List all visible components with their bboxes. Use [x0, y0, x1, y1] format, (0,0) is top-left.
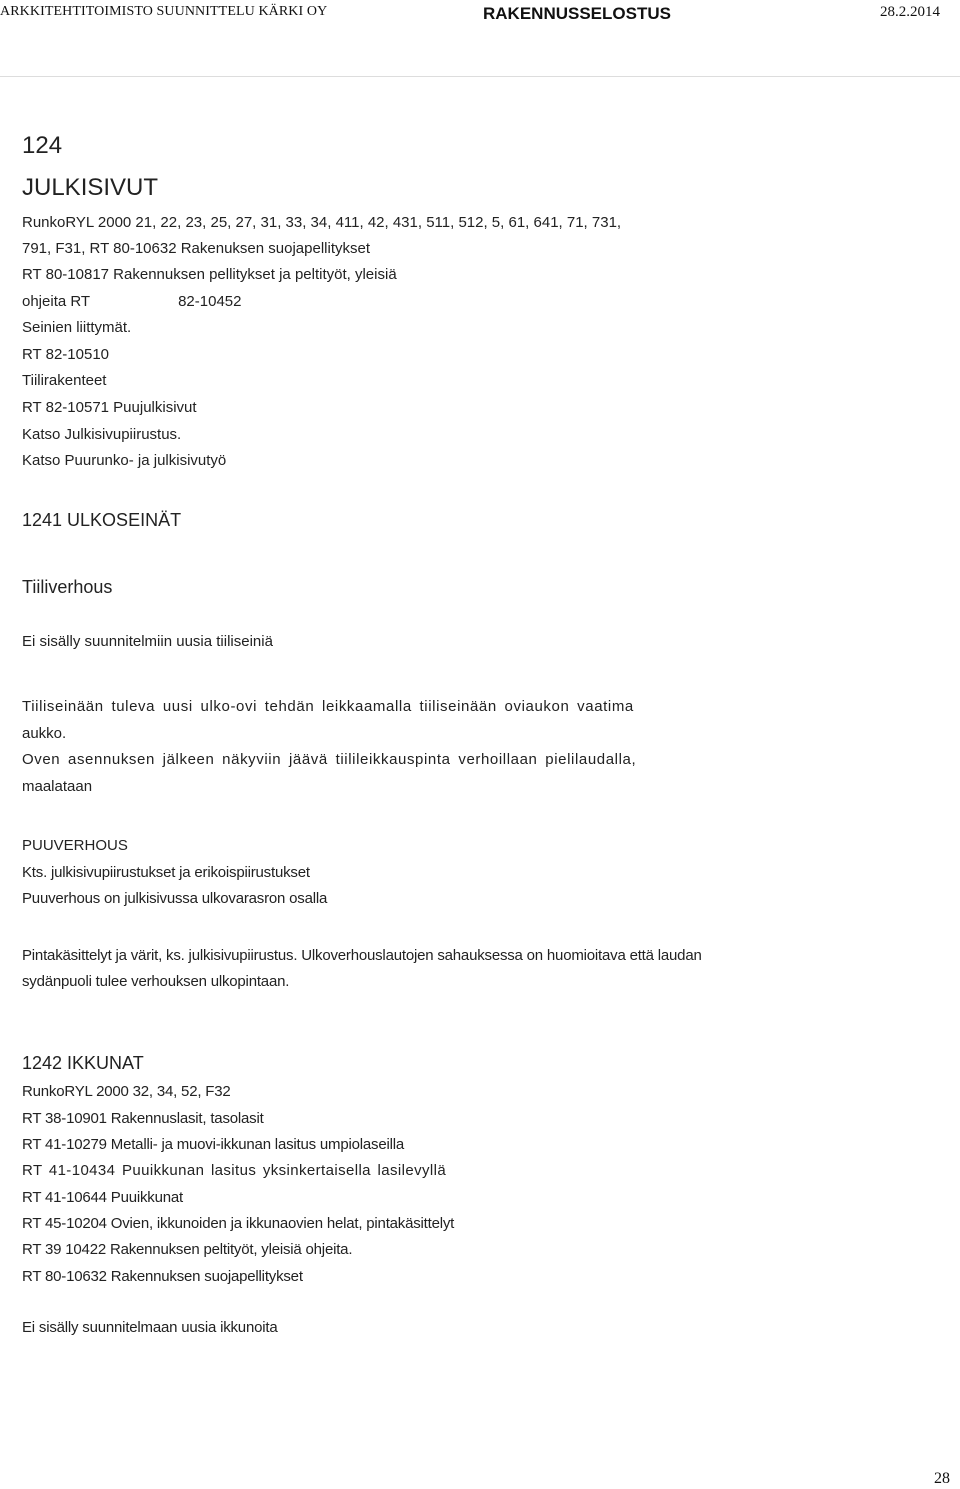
- reference-line: RT 41-10644 Puuikkunat: [22, 1189, 183, 1206]
- body-line: Kts. julkisivupiirustukset ja erikoispiirustukset: [22, 864, 310, 881]
- section-title: JULKISIVUT: [22, 174, 159, 201]
- body-line: sydänpuoli tulee verhouksen ulkopintaan.: [22, 973, 290, 990]
- document-title: RAKENNUSSELOSTUS: [483, 4, 671, 23]
- reference-line: RT 45-10204 Ovien, ikkunoiden ja ikkunaovien helat, pintakäsittelyt: [22, 1215, 455, 1232]
- reference-line: RT 39 10422 Rakennuksen peltityöt, yleisiä ohjeita.: [22, 1241, 353, 1258]
- reference-line: Seinien liittymät.: [22, 319, 132, 336]
- reference-line-part: ohjeita RT: [22, 293, 91, 310]
- header-divider: [0, 76, 960, 77]
- reference-line: [22, 292, 242, 312]
- reference-line: RT 80-10632 Rakennuksen suojapellitykset: [22, 1268, 303, 1285]
- body-line: Oven asennuksen jälkeen näkyviin jäävä tiilileikkauspinta verhoillaan pielilaudalla,: [22, 751, 637, 768]
- reference-line: 791, F31, RT 80-10632 Rakenuksen suojapellitykset: [22, 240, 370, 257]
- subsection-heading: 1242 IKKUNAT: [22, 1053, 144, 1073]
- page-number: 28: [934, 1470, 950, 1487]
- body-line: Ei sisälly suunnitelmaan uusia ikkunoita: [22, 1319, 278, 1336]
- body-line: aukko.: [22, 725, 67, 742]
- page-header: [0, 4, 960, 26]
- body-line: Tiiliseinään tuleva uusi ulko-ovi tehdän leikkaamalla tiiliseinään oviaukon vaatima: [22, 698, 634, 715]
- section-number: 124: [22, 132, 63, 159]
- body-line: PUUVERHOUS: [22, 837, 128, 854]
- reference-line: RunkoRYL 2000 21, 22, 23, 25, 27, 31, 33, 34, 411, 42, 431, 511, 512, 5, 61, 641, 71, 731,: [22, 214, 622, 231]
- reference-line: Tiilirakenteet: [22, 372, 107, 389]
- reference-line: RT 41-10279 Metalli- ja muovi-ikkunan lasitus umpiolaseilla: [22, 1136, 405, 1153]
- body-line: Ei sisälly suunnitelmiin uusia tiiliseiniä: [22, 633, 273, 650]
- reference-line-part: 82-10452: [178, 293, 242, 310]
- company-name: ARKKITEHTITOIMISTO SUUNNITTELU KÄRKI OY: [0, 4, 328, 19]
- reference-line: Katso Julkisivupiirustus.: [22, 426, 182, 443]
- body-line: Pintakäsittelyt ja värit, ks. julkisivupiirustus. Ulkoverhouslautojen sahauksessa on huomioitava että laudan: [22, 947, 702, 964]
- subsection-subheading: Tiiliverhous: [22, 577, 113, 597]
- reference-line: RT 80-10817 Rakennuksen pellitykset ja peltityöt, yleisiä: [22, 266, 397, 283]
- reference-line: RunkoRYL 2000 32, 34, 52, F32: [22, 1083, 231, 1100]
- body-line: maalataan: [22, 778, 93, 795]
- document-date: 28.2.2014: [880, 4, 940, 20]
- body-line: Puuverhous on julkisivussa ulkovarasron osalla: [22, 890, 328, 907]
- reference-line: RT 82-10571 Puujulkisivut: [22, 399, 197, 416]
- subsection-heading: 1241 ULKOSEINÄT: [22, 510, 182, 530]
- reference-line: RT 41-10434 Puuikkunan lasitus yksinkertaisella lasilevyllä: [22, 1162, 447, 1179]
- reference-line: RT 82-10510: [22, 346, 110, 363]
- reference-line: RT 38-10901 Rakennuslasit, tasolasit: [22, 1110, 264, 1127]
- reference-line: Katso Puurunko- ja julkisivutyö: [22, 452, 227, 469]
